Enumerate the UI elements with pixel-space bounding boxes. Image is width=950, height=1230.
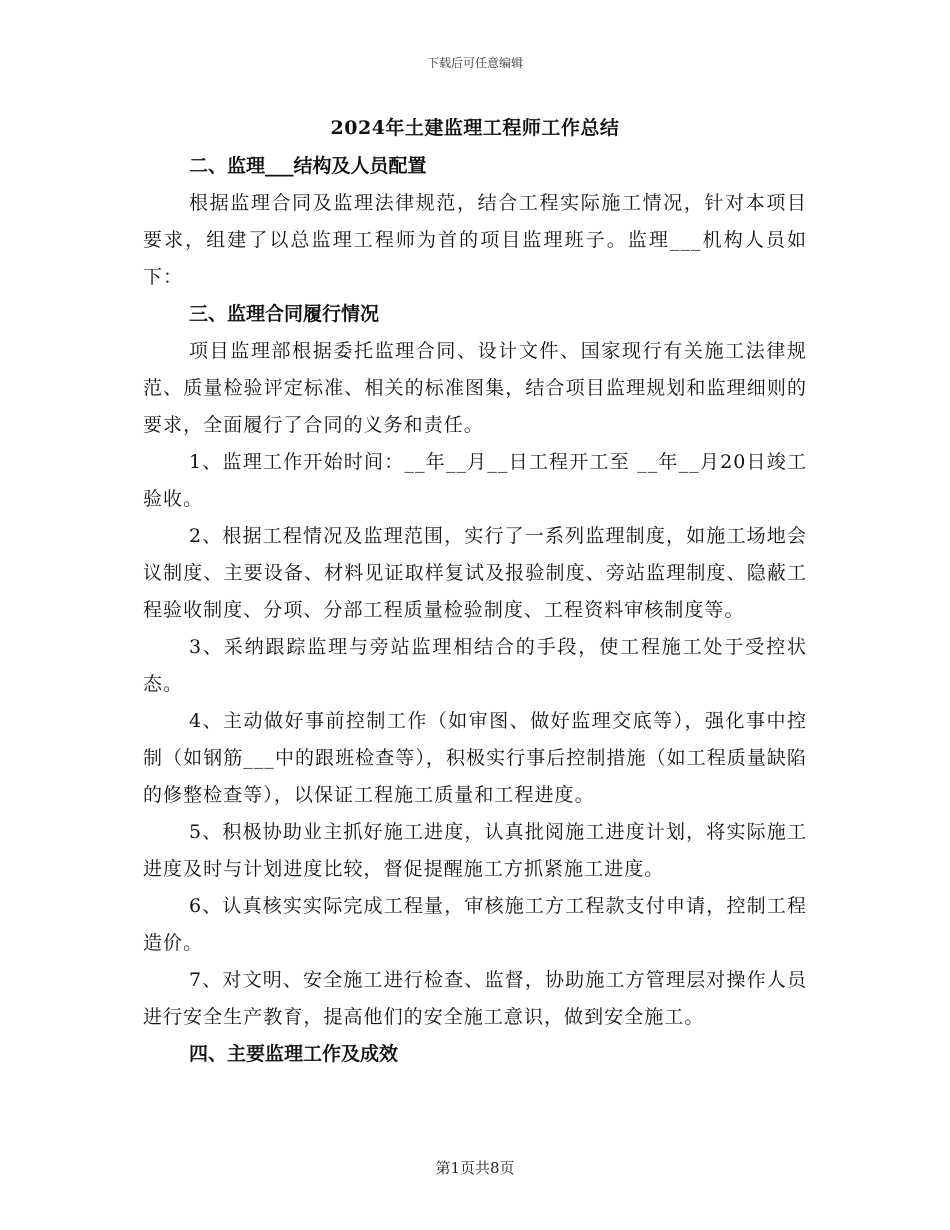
page-footer: 第1页共8页 xyxy=(435,1159,515,1177)
document-title: 2024年土建监理工程师工作总结 xyxy=(330,117,620,139)
paragraph-item-1: 1、监理工作开始时间：__年__月__日工程开工至 __年__月20日竣工验收。 xyxy=(143,451,807,510)
paragraph-item-6: 6、认真核实实际完成工程量，审核施工方工程款支付申请，控制工程造价。 xyxy=(143,895,807,954)
paragraph-structure-intro: 根据监理合同及监理法律规范，结合工程实际施工情况，针对本项目要求，组建了以总监理工程师为首的项目监理班子。监理___机构人员如下： xyxy=(143,192,807,288)
paragraph-item-2: 2、根据工程情况及监理范围，实行了一系列监理制度，如施工场地会议制度、主要设备、材料见证取样复试及报验制度、旁站监理制度、隐蔽工程验收制度、分项、分部工程质量检验制度、工程资料审核制度等。 xyxy=(143,525,807,621)
document-body xyxy=(143,148,807,1073)
paragraph-item-3: 3、采纳跟踪监理与旁站监理相结合的手段，使工程施工处于受控状态。 xyxy=(143,636,807,695)
header-note: 下载后可任意编辑 xyxy=(426,56,523,70)
paragraph-contract-intro: 项目监理部根据委托监理合同、设计文件、国家现行有关施工法律规范、质量检验评定标准、相关的标准图集，结合项目监理规划和监理细则的要求，全面履行了合同的义务和责任。 xyxy=(143,340,807,436)
paragraph-item-7: 7、对文明、安全施工进行检查、监督，协助施工方管理层对操作人员进行安全生产教育，提高他们的安全施工意识，做到安全施工。 xyxy=(143,969,807,1028)
section-heading-main-work: 四、主要监理工作及成效 xyxy=(189,1043,399,1065)
paragraph-item-4: 4、主动做好事前控制工作（如审图、做好监理交底等），强化事中控制（如钢筋___中的跟班检查等），积极实行事后控制措施（如工程质量缺陷的修整检查等），以保证工程施工质量和工程进度。 xyxy=(143,710,807,806)
section-heading-structure: 二、监理___结构及人员配置 xyxy=(189,155,427,177)
section-heading-contract: 三、监理合同履行情况 xyxy=(189,303,380,325)
paragraph-item-5: 5、积极协助业主抓好施工进度，认真批阅施工进度计划，将实际施工进度及时与计划进度比较，督促提醒施工方抓紧施工进度。 xyxy=(143,821,807,880)
